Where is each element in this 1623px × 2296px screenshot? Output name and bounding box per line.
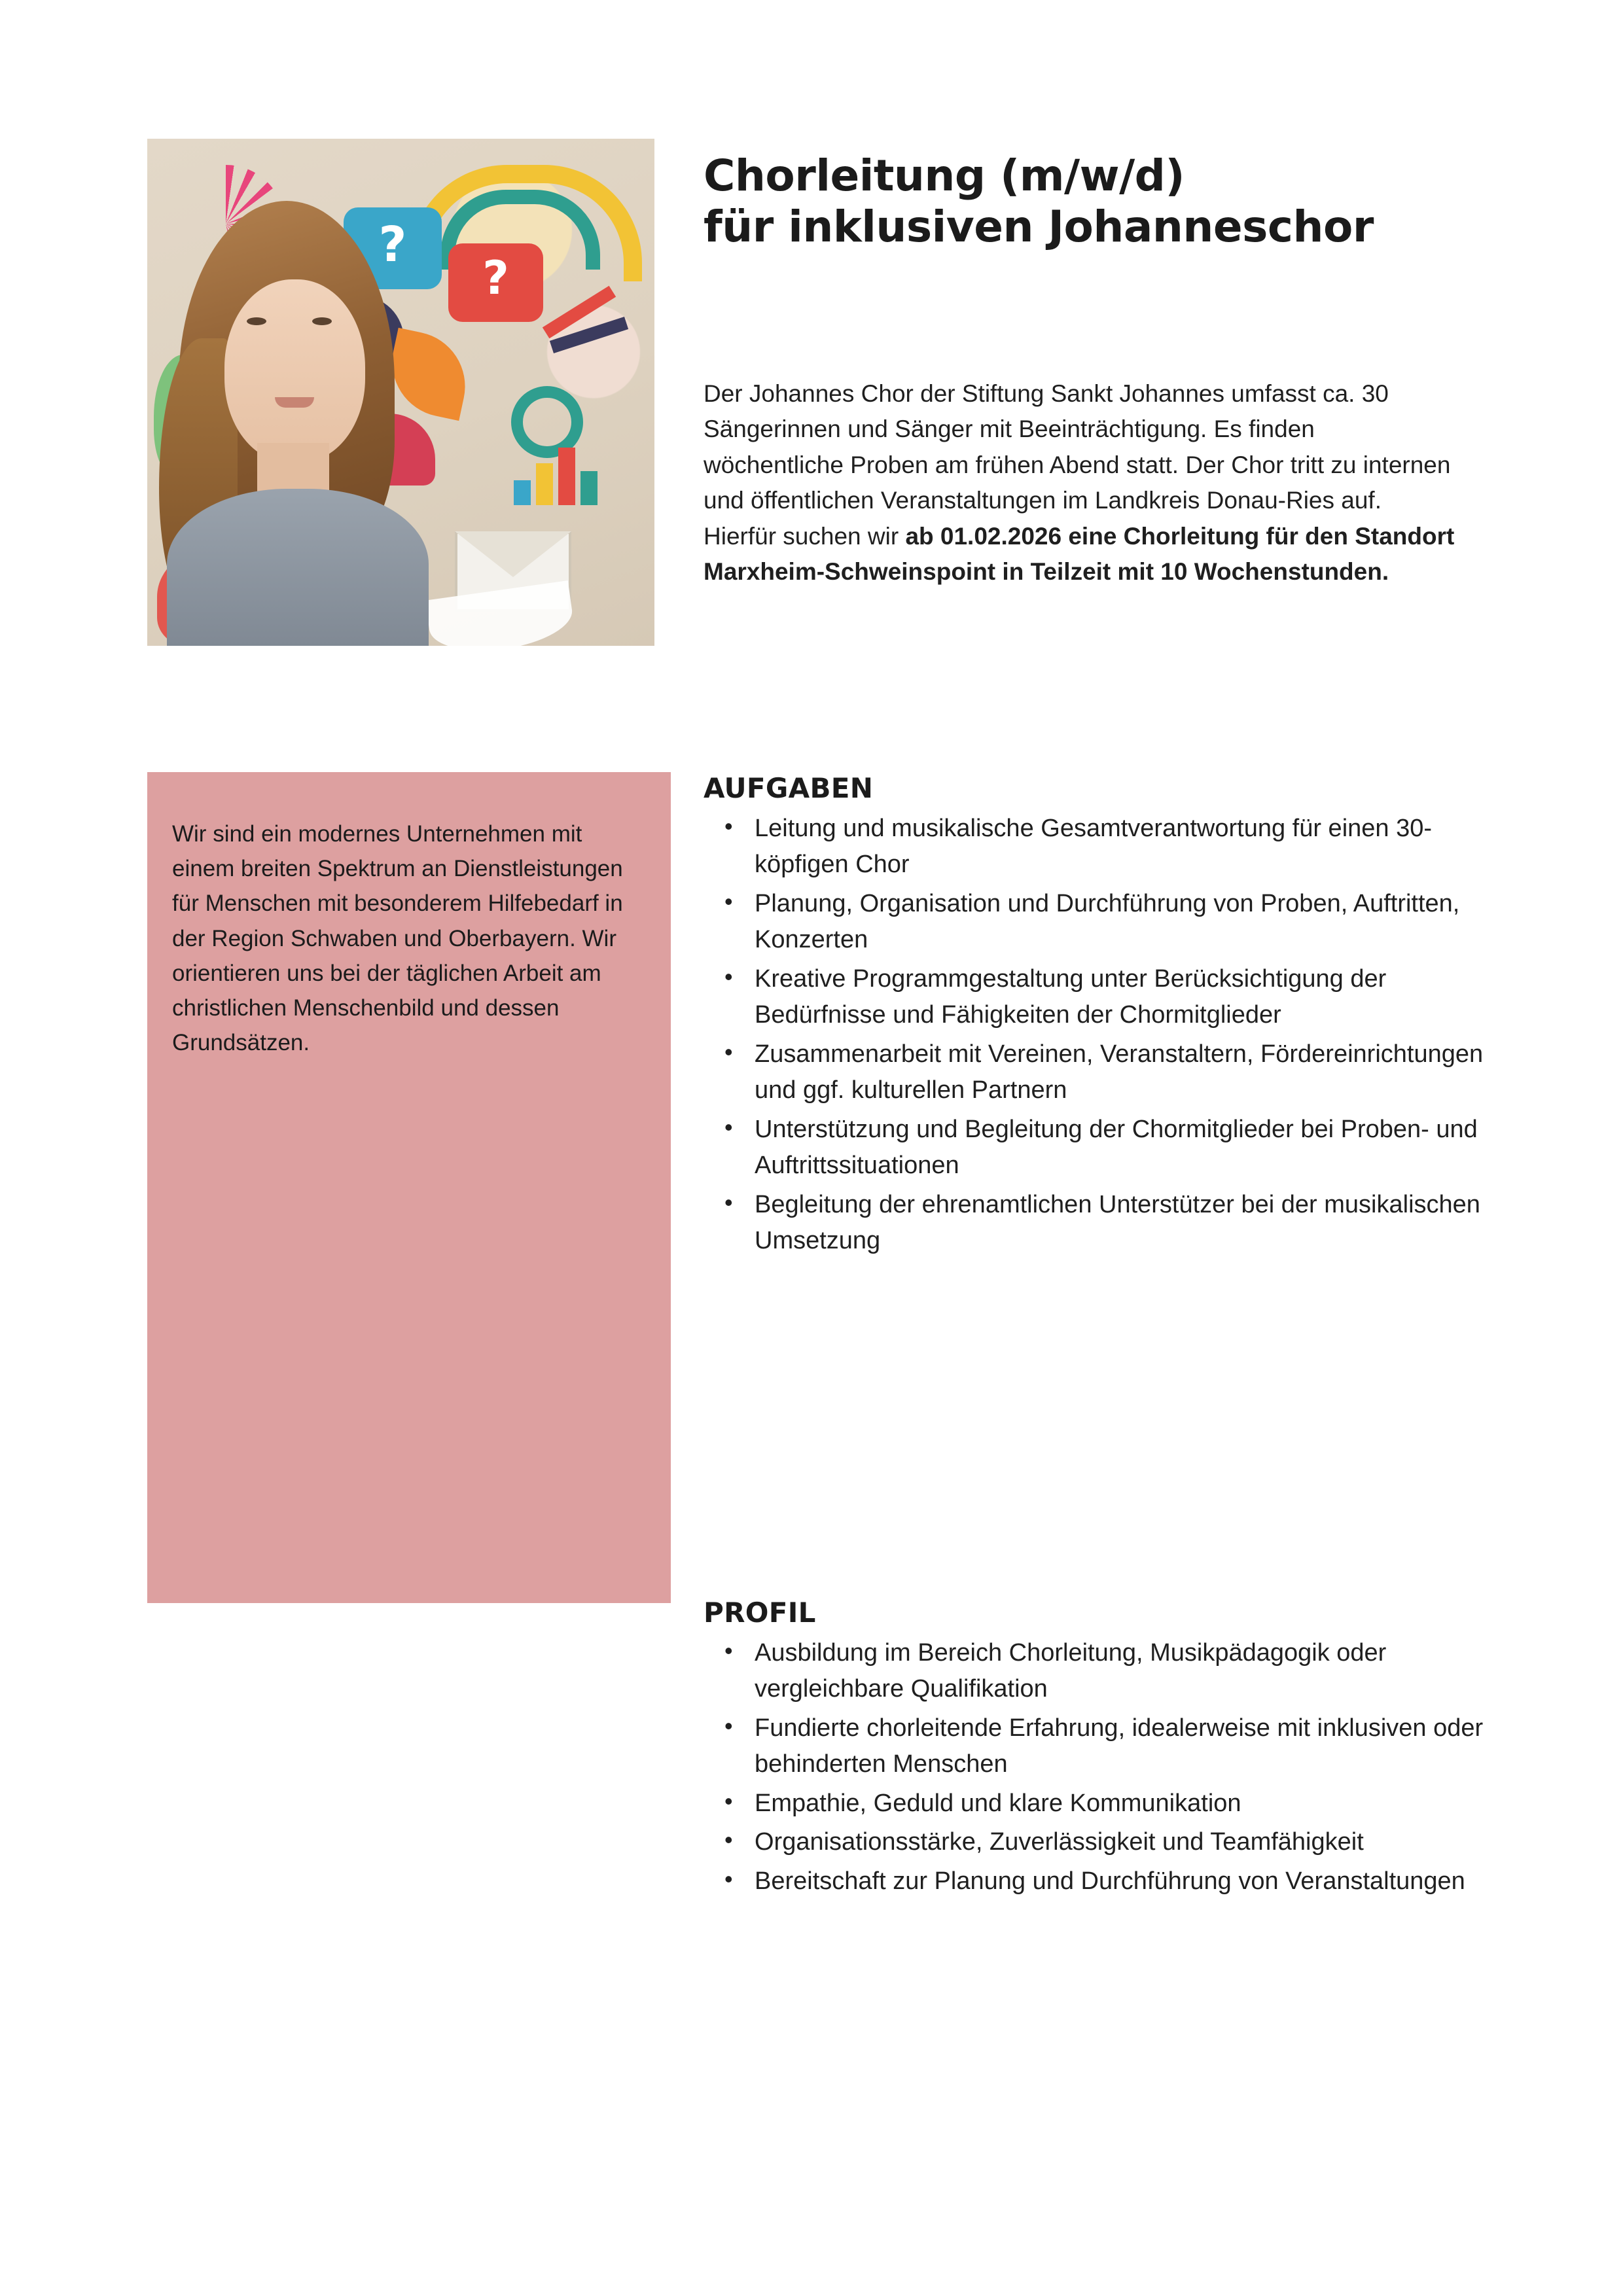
list-item: • Unterstützung und Begleitung der Chormitglieder bei Proben- und Auftrittssituationen (755, 1112, 1489, 1184)
intro-text: Der Johannes Chor der Stiftung Sankt Johannes umfasst ca. 30 Sängerinnen und Sänger mit Beeinträchtigung. Es finden wöchentliche Proben am frühen Abend statt. Der Chor tritt zu internen und öffentlichen Veranstaltungen im Landkreis Donau-Ries auf. Hierfür suchen wir (704, 380, 1451, 550)
list-item: • Fundierte chorleitende Erfahrung, idealerweise mit inklusiven oder behinderten Menschen (755, 1710, 1489, 1783)
list-item: • Zusammenarbeit mit Vereinen, Veranstaltern, Fördereinrichtungen und ggf. kulturellen Partnern (755, 1036, 1489, 1109)
person-portrait (147, 201, 455, 646)
company-info-text: Wir sind ein modernes Unternehmen mit einem breiten Spektrum an Dienstleistungen für Menschen mit besonderem Hilfebedarf in der Region Schwaben und Oberbayern. Wir orientieren uns bei der täglichen Arbeit am christlichen Menschenbild und dessen Grundsätzen. (172, 821, 623, 1056)
intro-paragraph (704, 376, 1459, 590)
company-info-box (147, 772, 671, 1603)
list-item: • Kreative Programmgestaltung unter Berücksichtigung der Bedürfnisse und Fähigkeiten der Chormitglieder (755, 961, 1489, 1034)
list-item: • Planung, Organisation und Durchführung von Proben, Auftritten, Konzerten (755, 886, 1489, 959)
portrait-eye-left (247, 317, 266, 325)
list-item: • Empathie, Geduld und klare Kommunikation (755, 1786, 1489, 1822)
intro-bold-text: ab 01.02.2026 eine Chorleitung für den Standort Marxheim-Schweinspoint in Teilzeit mit 10 Wochenstunden. (704, 522, 1455, 585)
list-item: • Organisationsstärke, Zuverlässigkeit und Teamfähigkeit (755, 1824, 1489, 1860)
list-item: • Ausbildung im Bereich Chorleitung, Musikpädagogik oder vergleichbare Qualifikation (755, 1635, 1489, 1708)
section-profil (704, 1597, 1489, 1902)
portrait-eye-right (312, 317, 332, 325)
profil-list (704, 1635, 1489, 1899)
section-heading-profil: PROFIL (704, 1597, 816, 1629)
bar-chart-icon (514, 446, 612, 505)
list-item: • Begleitung der ehrenamtlichen Unterstützer bei der musikalischen Umsetzung (755, 1187, 1489, 1260)
page-title-line-1: Chorleitung (m/w/d) (704, 150, 1185, 201)
list-item: • Leitung und musikalische Gesamtverantwortung für einen 30-köpfigen Chor (755, 811, 1489, 883)
portrait-collage-image (147, 139, 654, 646)
red-question-bubble-icon (448, 243, 543, 322)
page-title-line-2: für inklusiven Johanneschor (704, 201, 1374, 252)
section-aufgaben (704, 772, 1489, 1262)
section-heading-aufgaben: AUFGABEN (704, 772, 874, 804)
portrait-shirt (167, 489, 429, 646)
list-item: • Bereitschaft zur Planung und Durchführung von Veranstaltungen (755, 1863, 1489, 1899)
portrait-face (224, 279, 365, 463)
page-title (704, 150, 1489, 253)
portrait-mouth (275, 397, 314, 408)
aufgaben-list (704, 811, 1489, 1260)
